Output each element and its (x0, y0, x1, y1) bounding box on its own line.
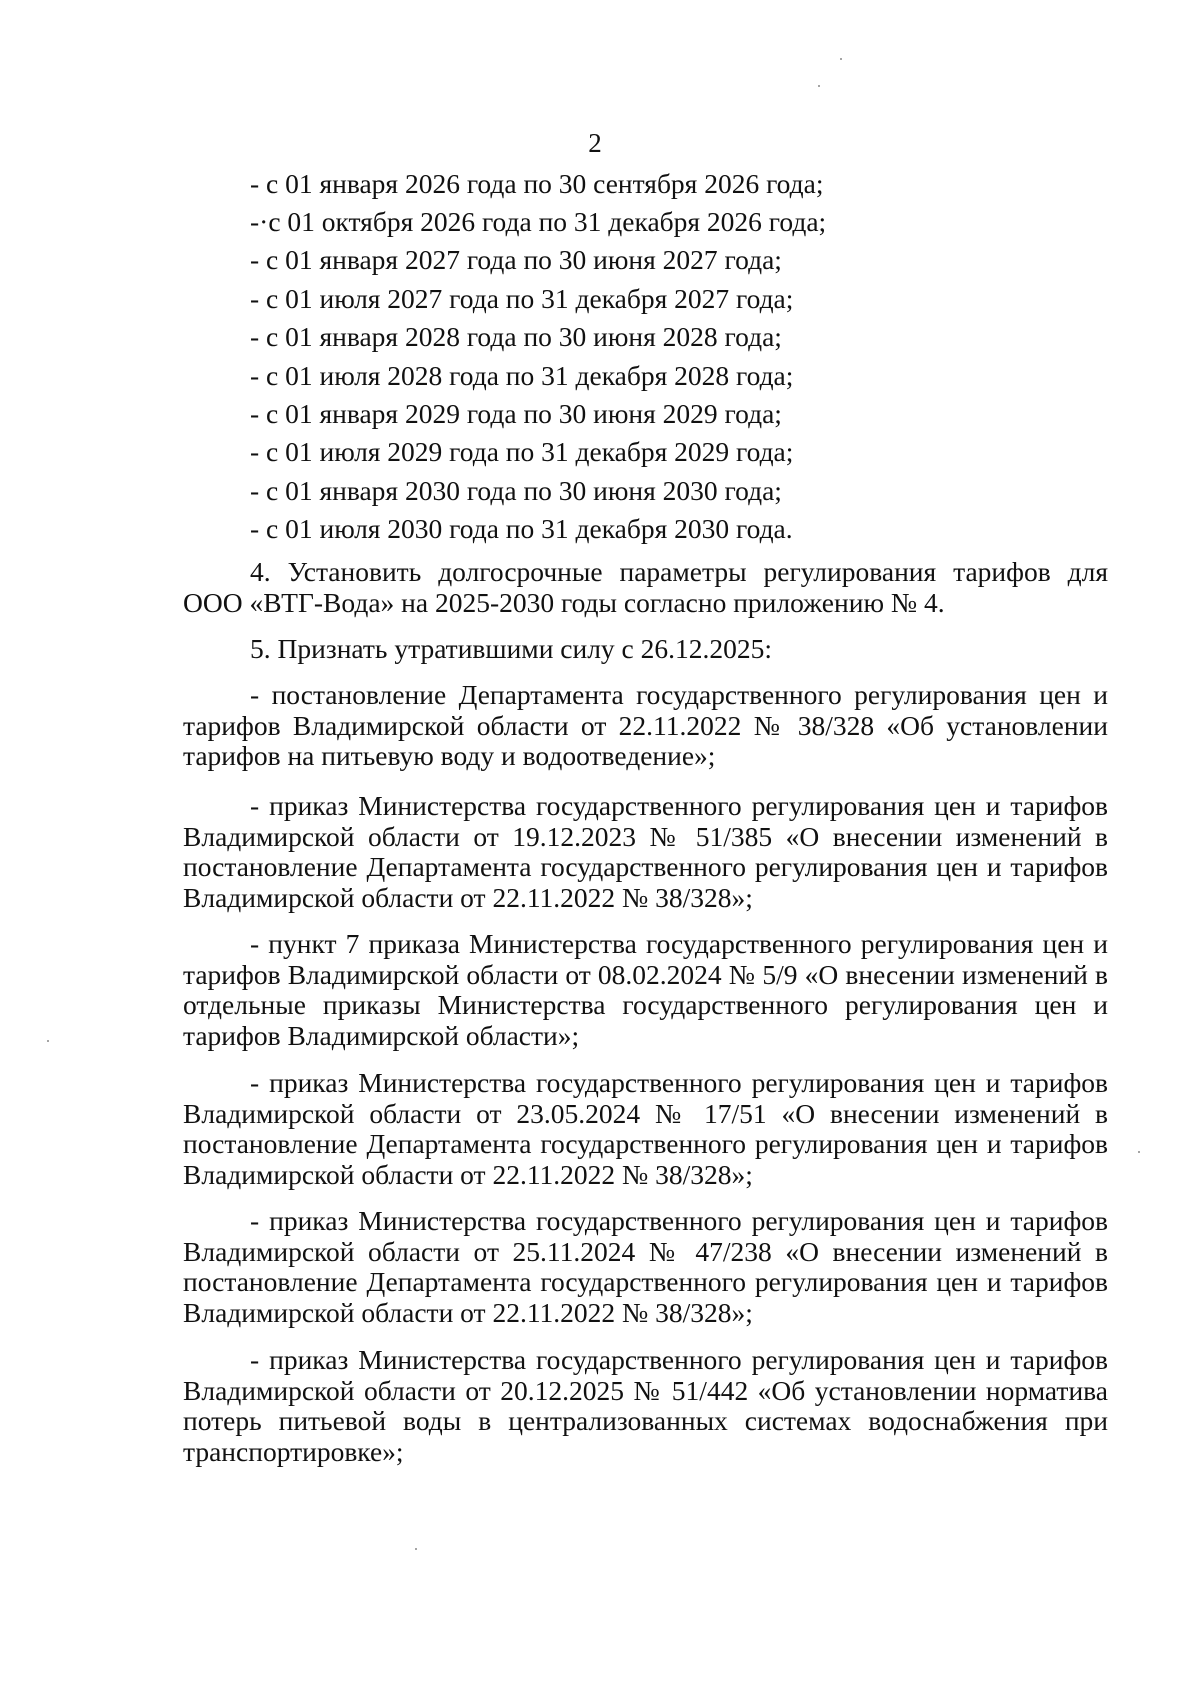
period-item: - с 01 января 2027 года по 30 июня 2027 года; (250, 244, 782, 275)
repealed-act-item (183, 791, 1108, 913)
scan-speck (840, 58, 842, 60)
repealed-act-item (183, 1345, 1108, 1467)
period-item: - с 01 июля 2028 года по 31 декабря 2028 года; (250, 360, 794, 391)
paragraph-text: - постановление Департамента государственного регулирования цен и тарифов Владимирской области от 22.11.2022 № 38/328 «Об установлении тарифов на питьевую воду и водоотведение»; (183, 679, 1108, 771)
scan-speck (1138, 1151, 1140, 1153)
repealed-act-item (183, 680, 1108, 772)
period-item: - с 01 января 2026 года по 30 сентября 2026 года; (250, 168, 824, 199)
scan-speck (47, 1040, 49, 1042)
period-item: - с 01 января 2028 года по 30 июня 2028 года; (250, 321, 782, 352)
scan-speck (818, 85, 820, 87)
paragraph-text: - приказ Министерства государственного регулирования цен и тарифов Владимирской области от 20.12.2025 № 51/442 «Об установлении норматива потерь питьевой воды в централизованных системах водоснабжения при транспортировке»; (183, 1344, 1108, 1467)
paragraph-text: - приказ Министерства государственного регулирования цен и тарифов Владимирской области от 25.11.2024 № 47/238 «О внесении изменений в постановление Департамента государственного регулирования цен и тарифов Владимирской области от 22.11.2022 № 38/328»; (183, 1205, 1108, 1328)
paragraph-text: 5. Признать утратившими силу с 26.12.2025: (250, 633, 773, 664)
paragraph-text: 4. Установить долгосрочные параметры регулирования тарифов для ООО «ВТГ-Вода» на 2025-2030 годы согласно приложению № 4. (183, 556, 1108, 618)
period-item: - с 01 июля 2029 года по 31 декабря 2029 года; (250, 436, 794, 467)
period-item: - с 01 июля 2027 года по 31 декабря 2027 года; (250, 283, 794, 314)
repealed-act-item (183, 1206, 1108, 1328)
period-item: - с 01 января 2029 года по 30 июня 2029 года; (250, 398, 782, 429)
period-item: - с 01 июля 2030 года по 31 декабря 2030 года. (250, 513, 793, 544)
repealed-act-item (183, 929, 1108, 1051)
paragraph-item-5 (183, 634, 1108, 665)
period-item: - с 01 января 2030 года по 30 июня 2030 года; (250, 475, 782, 506)
paragraph-text: - приказ Министерства государственного регулирования цен и тарифов Владимирской области от 23.05.2024 № 17/51 «О внесении изменений в постановление Департамента государственного регулирования цен и тарифов Владимирской области от 22.11.2022 № 38/328»; (183, 1067, 1108, 1190)
scan-speck (415, 1548, 417, 1550)
period-item: -·с 01 октября 2026 года по 31 декабря 2026 года; (250, 206, 827, 237)
paragraph-text: - пункт 7 приказа Министерства государственного регулирования цен и тарифов Владимирской области от 08.02.2024 № 5/9 «О внесении изменений в отдельные приказы Министерства государственного регулирования цен и тарифов Владимирской области»; (183, 928, 1108, 1051)
paragraph-text: - приказ Министерства государственного регулирования цен и тарифов Владимирской области от 19.12.2023 № 51/385 «О внесении изменений в постановление Департамента государственного регулирования цен и тарифов Владимирской области от 22.11.2022 № 38/328»; (183, 790, 1108, 913)
paragraph-item-4 (183, 557, 1108, 618)
page-number: 2 (588, 128, 602, 158)
repealed-act-item (183, 1068, 1108, 1190)
